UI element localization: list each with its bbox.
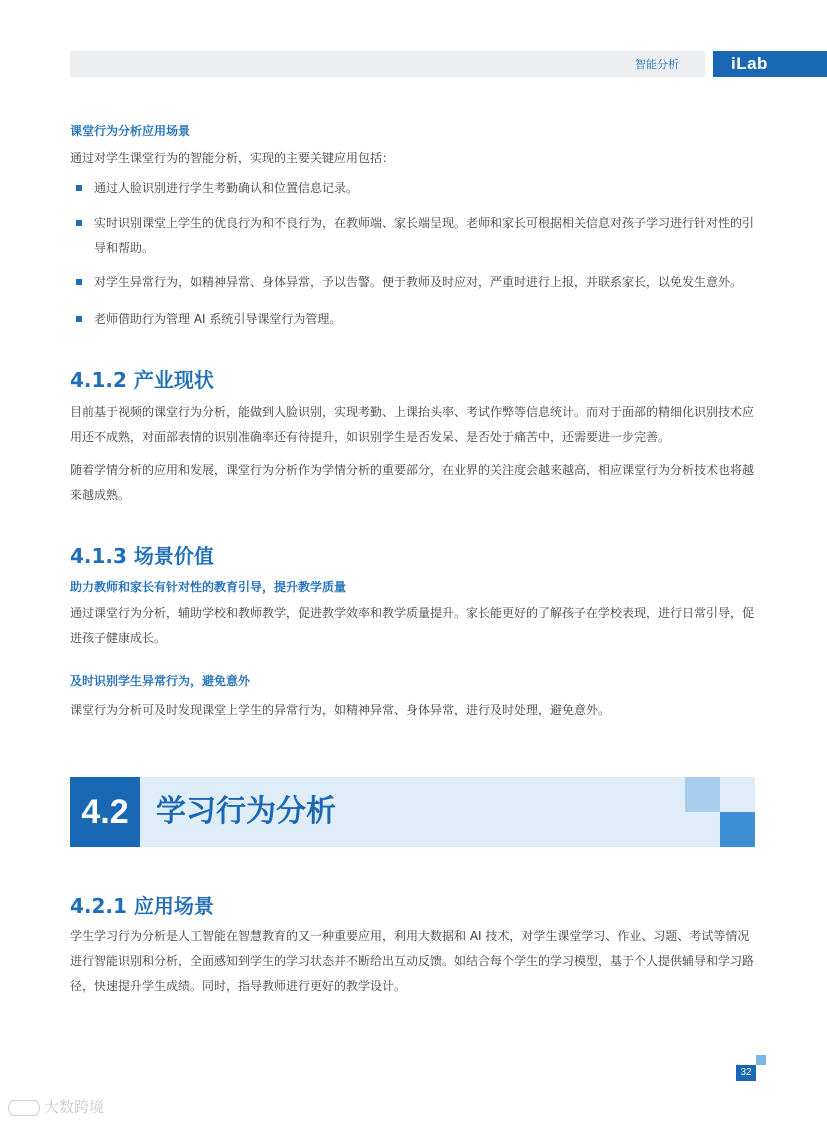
section-title-4-1-2: 4.1.2 产业现状 — [70, 368, 214, 392]
paragraph: 学生学习行为分析是人工智能在智慧教育的又一种重要应用，利用大数据和 AI 技术，对学生课堂学习、作业、习题、考试等情况进行智能识别和分析，全面感知到学生的学习状态并不断给出互动反馈。如结合每个学生的学习模型，基于个人提供辅导和学习路径，快速提升学生成绩。同时，指导教师进行更好的教学设计。 — [70, 929, 755, 993]
paragraph: 通过课堂行为分析，辅助学校和教师教学，促进教学效率和教学质量提升。家长能更好的了解孩子在学校表现，进行日常引导，促进孩子健康成长。 — [70, 606, 755, 645]
watermark — [8, 1096, 104, 1117]
subheading: 助力教师和家长有针对性的教育引导，提升教学质量 — [70, 580, 347, 594]
section-title-4-1-3: 4.1.3 场景价值 — [70, 544, 214, 568]
bullet-square-icon — [76, 279, 82, 285]
decor-square-light — [685, 777, 720, 812]
scene-intro: 通过对学生课堂行为的智能分析，实现的主要关键应用包括： — [70, 151, 395, 165]
bullet-text: 对学生异常行为，如精神异常、身体异常，予以告警。便于教师及时应对，严重时进行上报，并联系家长，以免发生意外。 — [94, 275, 743, 289]
page-number: 32 — [736, 1065, 756, 1081]
list-item — [82, 270, 762, 295]
brand-logo: iLab — [713, 51, 827, 77]
chapter-number: 4.2 — [70, 777, 140, 847]
bullet-text: 老师借助行为管理 AI 系统引导课堂行为管理。 — [94, 312, 342, 326]
section-title-4-2-1: 4.2.1 应用场景 — [70, 894, 214, 918]
list-item — [82, 176, 762, 201]
subheading: 及时识别学生异常行为，避免意外 — [70, 674, 251, 688]
bullet-text: 通过人脸识别进行学生考勤确认和位置信息记录。 — [94, 181, 359, 195]
chapter-banner — [70, 777, 755, 847]
bullet-square-icon — [76, 220, 82, 226]
bullet-text: 实时识别课堂上学生的优良行为和不良行为，在教师端、家长端呈现。老师和家长可根据相关信息对孩子学习进行针对性的引导和帮助。 — [94, 216, 755, 255]
list-item — [82, 211, 762, 261]
decor-square-dark — [720, 812, 755, 847]
paragraph: 随着学情分析的应用和发展，课堂行为分析作为学情分析的重要部分，在业界的关注度会越来越高，相应课堂行为分析技术也将越来越成熟。 — [70, 463, 755, 502]
paragraph: 课堂行为分析可及时发现课堂上学生的异常行为，如精神异常、身体异常，进行及时处理，避免意外。 — [70, 703, 611, 717]
bullet-square-icon — [76, 316, 82, 322]
watermark-text: 大数跨境 — [44, 1099, 105, 1116]
watermark-logo-icon — [8, 1100, 40, 1116]
header-bar — [70, 51, 705, 77]
bullet-square-icon — [76, 185, 82, 191]
scene-heading: 课堂行为分析应用场景 — [70, 124, 191, 138]
header-section-label: 智能分析 — [635, 58, 679, 71]
paragraph: 目前基于视频的课堂行为分析，能做到人脸识别，实现考勤、上课抬头率、考试作弊等信息统计。而对于面部的精细化识别技术应用还不成熟，对面部表情的识别准确率还有待提升，如识别学生是否发呆、是否处于痛苦中，还需要进一步完善。 — [70, 405, 755, 444]
chapter-title: 学习行为分析 — [156, 794, 336, 829]
list-item — [82, 307, 762, 332]
page-number-decor — [756, 1055, 766, 1065]
